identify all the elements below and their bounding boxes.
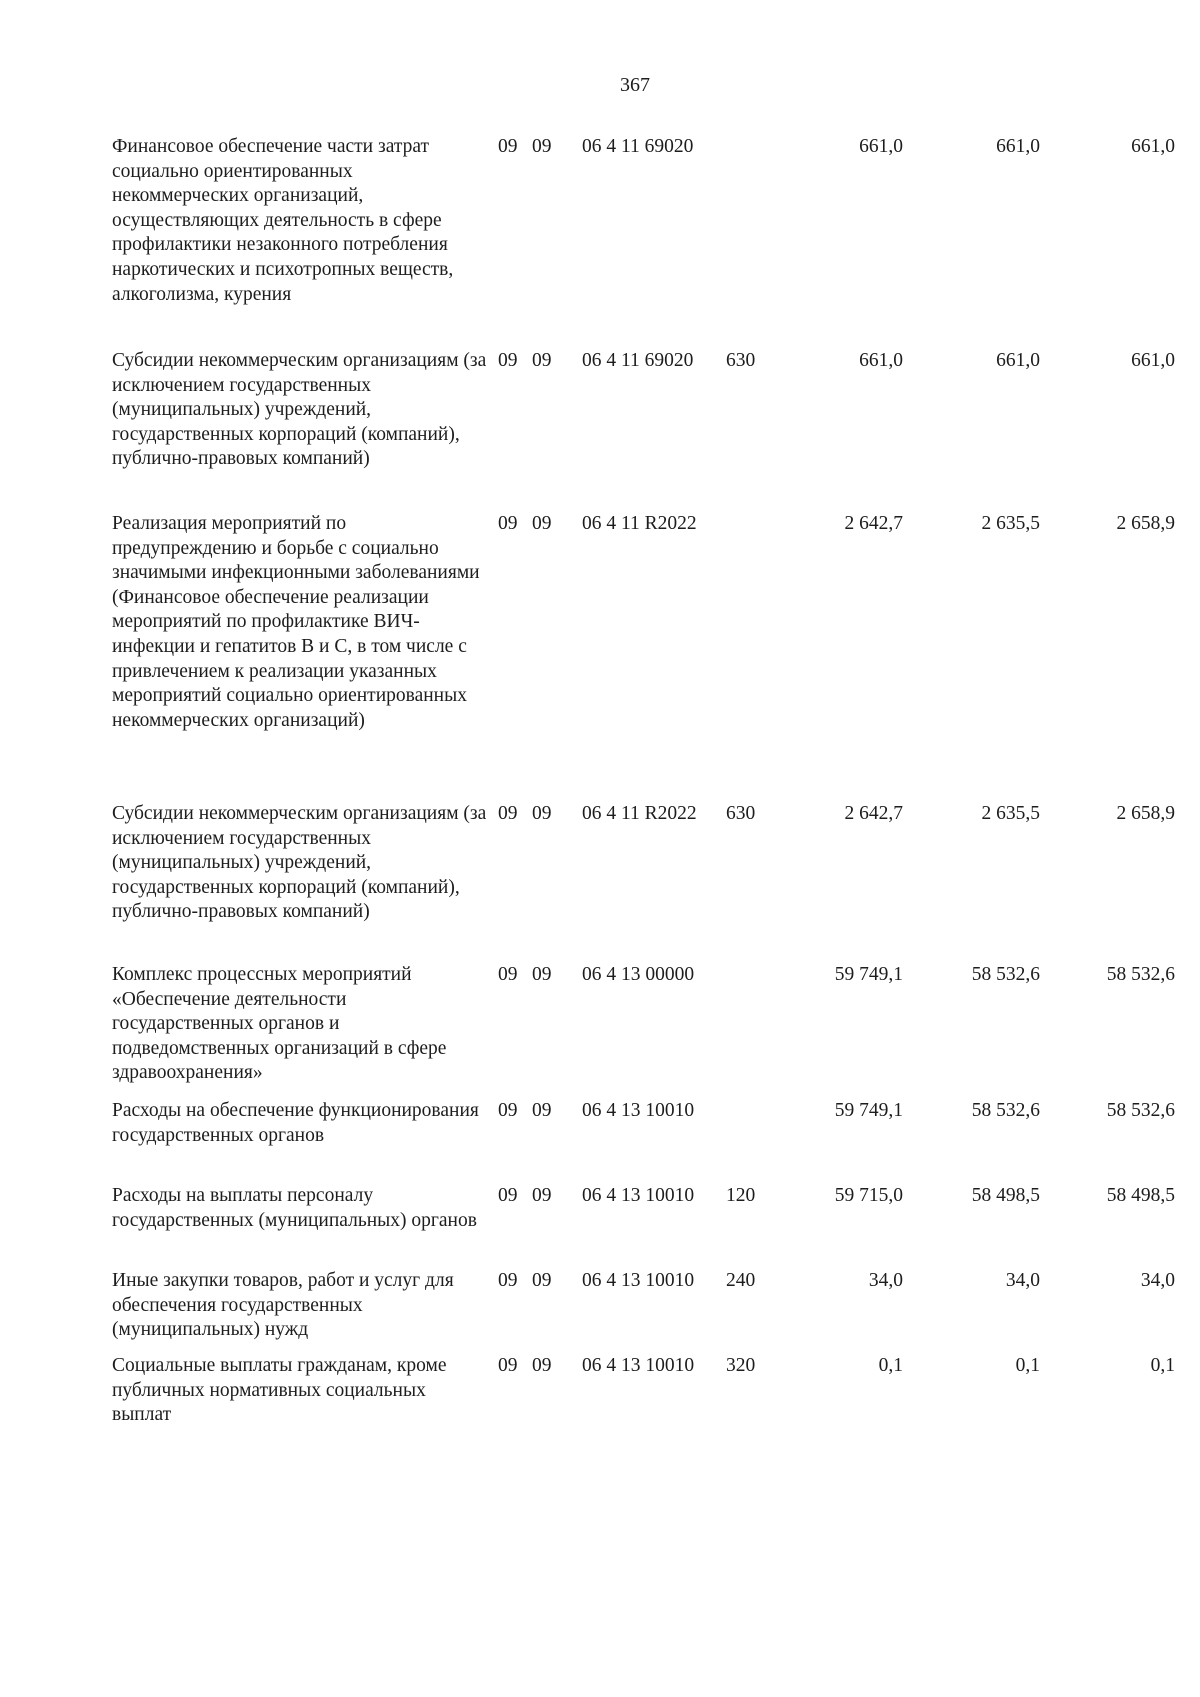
row-amount-year-3: 0,1 — [1150, 1355, 1175, 1376]
row-target-article: 06 4 13 10010 — [582, 1270, 695, 1291]
row-amount-year-1: 0,1 — [878, 1355, 903, 1376]
row-name: Финансовое обеспечение части затрат социально ориентированных некоммерческих организаций, осуществляющих деятельность в сфере профилактики незаконного потребления наркотических и психотропных веществ, алкоголизма, курения — [112, 136, 454, 305]
row-name: Иные закупки товаров, работ и услуг для обеспечения государственных (муниципальных) нужд — [112, 1270, 454, 1341]
row-name: Субсидии некоммерческим организациям (за исключением государственных (муниципальных) учреждений, государственных корпораций (компаний), публично-правовых компаний) — [112, 350, 487, 470]
row-section: 09 — [498, 1185, 518, 1206]
row-subsection: 09 — [532, 1100, 552, 1121]
row-subsection: 09 — [532, 1185, 552, 1206]
row-amount-year-1: 661,0 — [859, 350, 903, 371]
row-name: Субсидии некоммерческим организациям (за исключением государственных (муниципальных) учреждений, государственных корпораций (компаний), публично-правовых компаний) — [112, 803, 487, 923]
row-amount-year-2: 58 498,5 — [971, 1185, 1040, 1206]
row-section: 09 — [498, 136, 518, 157]
row-target-article: 06 4 13 10010 — [582, 1185, 695, 1206]
row-amount-year-2: 0,1 — [1015, 1355, 1040, 1376]
row-section: 09 — [498, 964, 518, 985]
row-amount-year-2: 58 532,6 — [971, 964, 1040, 985]
row-subsection: 09 — [532, 964, 552, 985]
row-amount-year-1: 661,0 — [859, 136, 903, 157]
row-amount-year-2: 661,0 — [996, 136, 1040, 157]
row-amount-year-3: 58 532,6 — [1106, 964, 1175, 985]
row-subsection: 09 — [532, 350, 552, 371]
row-name: Социальные выплаты гражданам, кроме публичных нормативных социальных выплат — [112, 1355, 447, 1426]
row-amount-year-2: 661,0 — [996, 350, 1040, 371]
row-amount-year-1: 34,0 — [868, 1270, 903, 1291]
row-target-article: 06 4 11 R2022 — [582, 803, 697, 824]
row-name: Расходы на выплаты персоналу государственных (муниципальных) органов — [112, 1185, 477, 1231]
row-section: 09 — [498, 513, 518, 534]
row-section: 09 — [498, 1270, 518, 1291]
row-target-article: 06 4 13 10010 — [582, 1100, 695, 1121]
row-amount-year-3: 661,0 — [1131, 350, 1175, 371]
row-amount-year-3: 661,0 — [1131, 136, 1175, 157]
row-target-article: 06 4 11 R2022 — [582, 513, 697, 534]
row-section: 09 — [498, 1355, 518, 1376]
row-amount-year-3: 58 532,6 — [1106, 1100, 1175, 1121]
row-target-article: 06 4 13 10010 — [582, 1355, 695, 1376]
row-subsection: 09 — [532, 136, 552, 157]
row-subsection: 09 — [532, 1355, 552, 1376]
row-target-article: 06 4 11 69020 — [582, 350, 694, 371]
row-name: Реализация мероприятий по предупреждению и борьбе с социально значимыми инфекционными заболеваниями (Финансовое обеспечение реализации мероприятий по профилактике ВИЧ-инфекции и гепатитов В и С, в том числе с привлечением к реализации указанных мероприятий социально ориентированных некоммерческих организаций) — [112, 513, 480, 731]
row-amount-year-1: 2 642,7 — [844, 803, 903, 824]
row-section: 09 — [498, 803, 518, 824]
row-expense-type: 630 — [726, 803, 756, 824]
row-amount-year-2: 2 635,5 — [981, 803, 1040, 824]
row-expense-type: 120 — [726, 1185, 756, 1206]
row-subsection: 09 — [532, 1270, 552, 1291]
row-expense-type: 240 — [726, 1270, 756, 1291]
row-amount-year-1: 59 715,0 — [834, 1185, 903, 1206]
row-amount-year-1: 59 749,1 — [834, 1100, 903, 1121]
row-amount-year-2: 34,0 — [1005, 1270, 1040, 1291]
page-number: 367 — [620, 74, 650, 96]
row-target-article: 06 4 11 69020 — [582, 136, 694, 157]
row-subsection: 09 — [532, 513, 552, 534]
row-amount-year-1: 59 749,1 — [834, 964, 903, 985]
row-subsection: 09 — [532, 803, 552, 824]
row-amount-year-1: 2 642,7 — [844, 513, 903, 534]
row-expense-type: 320 — [726, 1355, 756, 1376]
row-amount-year-3: 2 658,9 — [1116, 513, 1175, 534]
row-amount-year-3: 58 498,5 — [1106, 1185, 1175, 1206]
row-section: 09 — [498, 350, 518, 371]
row-name: Расходы на обеспечение функционирования государственных органов — [112, 1100, 479, 1146]
row-amount-year-3: 34,0 — [1140, 1270, 1175, 1291]
row-amount-year-3: 2 658,9 — [1116, 803, 1175, 824]
row-expense-type: 630 — [726, 350, 756, 371]
row-section: 09 — [498, 1100, 518, 1121]
row-amount-year-2: 58 532,6 — [971, 1100, 1040, 1121]
row-name: Комплекс процессных мероприятий «Обеспечение деятельности государственных органов и подведомственных организаций в сфере здравоохранения» — [112, 964, 447, 1084]
row-target-article: 06 4 13 00000 — [582, 964, 695, 985]
row-amount-year-2: 2 635,5 — [981, 513, 1040, 534]
